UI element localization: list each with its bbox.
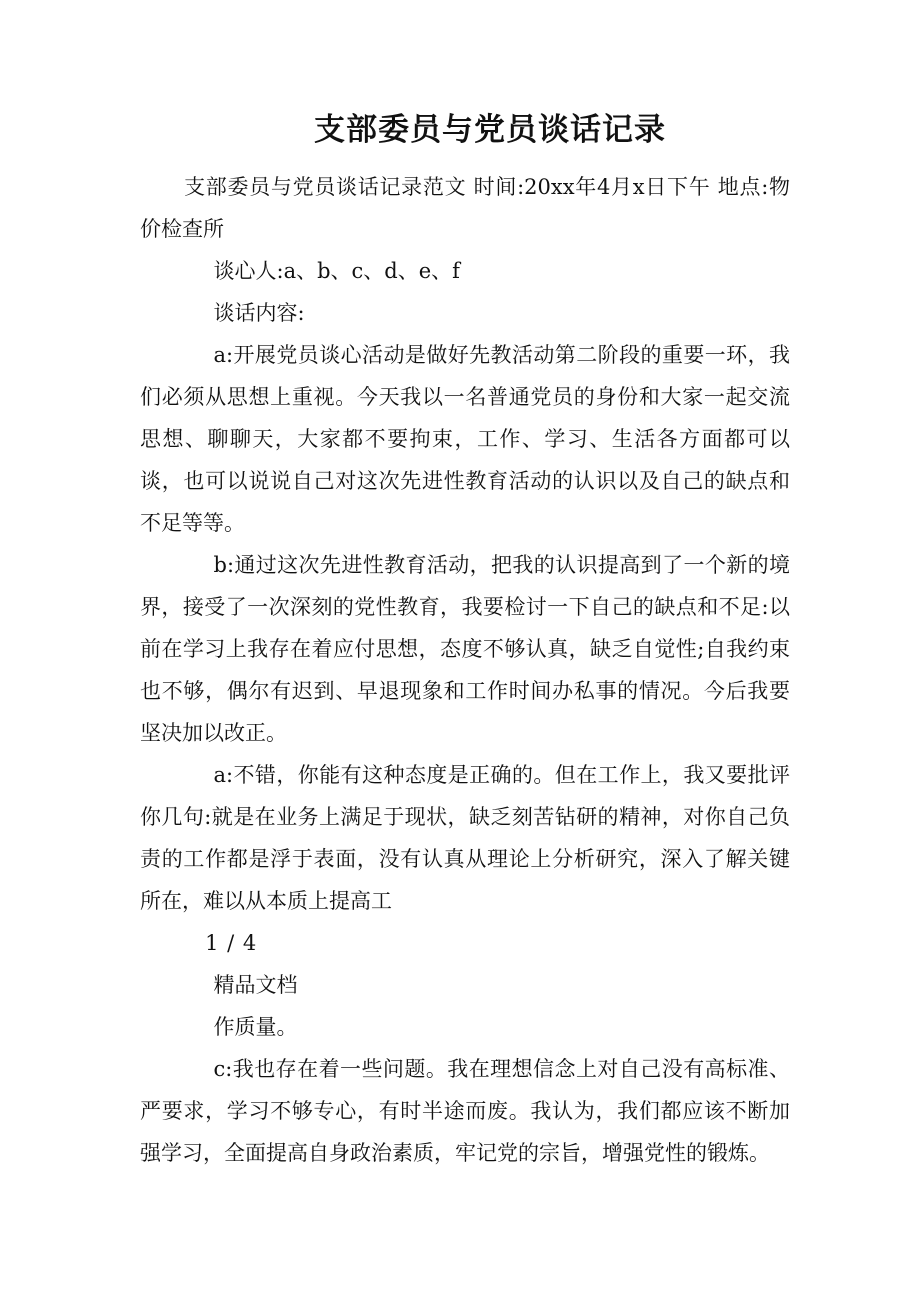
page-number: 1 / 4 [205,931,258,955]
paragraph-intro: 支部委员与党员谈话记录范文 时间:20xx年4月x日下午 地点:物价检查所 [140,175,790,241]
paragraph-b-response: b:通过这次先进性教育活动，把我的认识提高到了一个新的境界，接受了一次深刻的党性教育，我要检讨一下自己的缺点和不足:以前在学习上我存在着应付思想，态度不够认真，缺乏自觉性;自我约束也不够，偶尔有迟到、早退现象和工作时间办私事的情况。今后我要坚决加以改正。 [140,553,790,745]
paragraph-content-label: 谈话内容: [213,301,305,325]
paragraph-a-critique: a:不错，你能有这种态度是正确的。但在工作上，我又要批评你几句:就是在业务上满足于现状，缺乏刻苦钻研的精神，对你自己负责的工作都是浮于表面，没有认真从理论上分析研究，深入了解关键所在，难以从本质上提高工 [140,763,790,913]
paragraph-a-opening: a:开展党员谈心活动是做好先教活动第二阶段的重要一环，我们必须从思想上重视。今天我以一名普通党员的身份和大家一起交流思想、聊聊天，大家都不要拘束，工作、学习、生活各方面都可以谈，也可以说说自己对这次先进性教育活动的认识以及自己的缺点和不足等等。 [140,343,790,535]
paragraph-continuation: 作质量。 [213,1015,298,1039]
document-body [140,166,790,1174]
paragraph-participants: 谈心人:a、b、c、d、e、f [213,259,460,283]
page-header-label: 精品文档 [213,973,298,997]
document-title: 支部委员与党员谈话记录 [314,112,666,148]
paragraph-c-response: c:我也存在着一些问题。我在理想信念上对自己没有高标准、严要求，学习不够专心，有时半途而废。我认为，我们都应该不断加强学习，全面提高自身政治素质，牢记党的宗旨，增强党性的锻炼。 [140,1057,790,1165]
